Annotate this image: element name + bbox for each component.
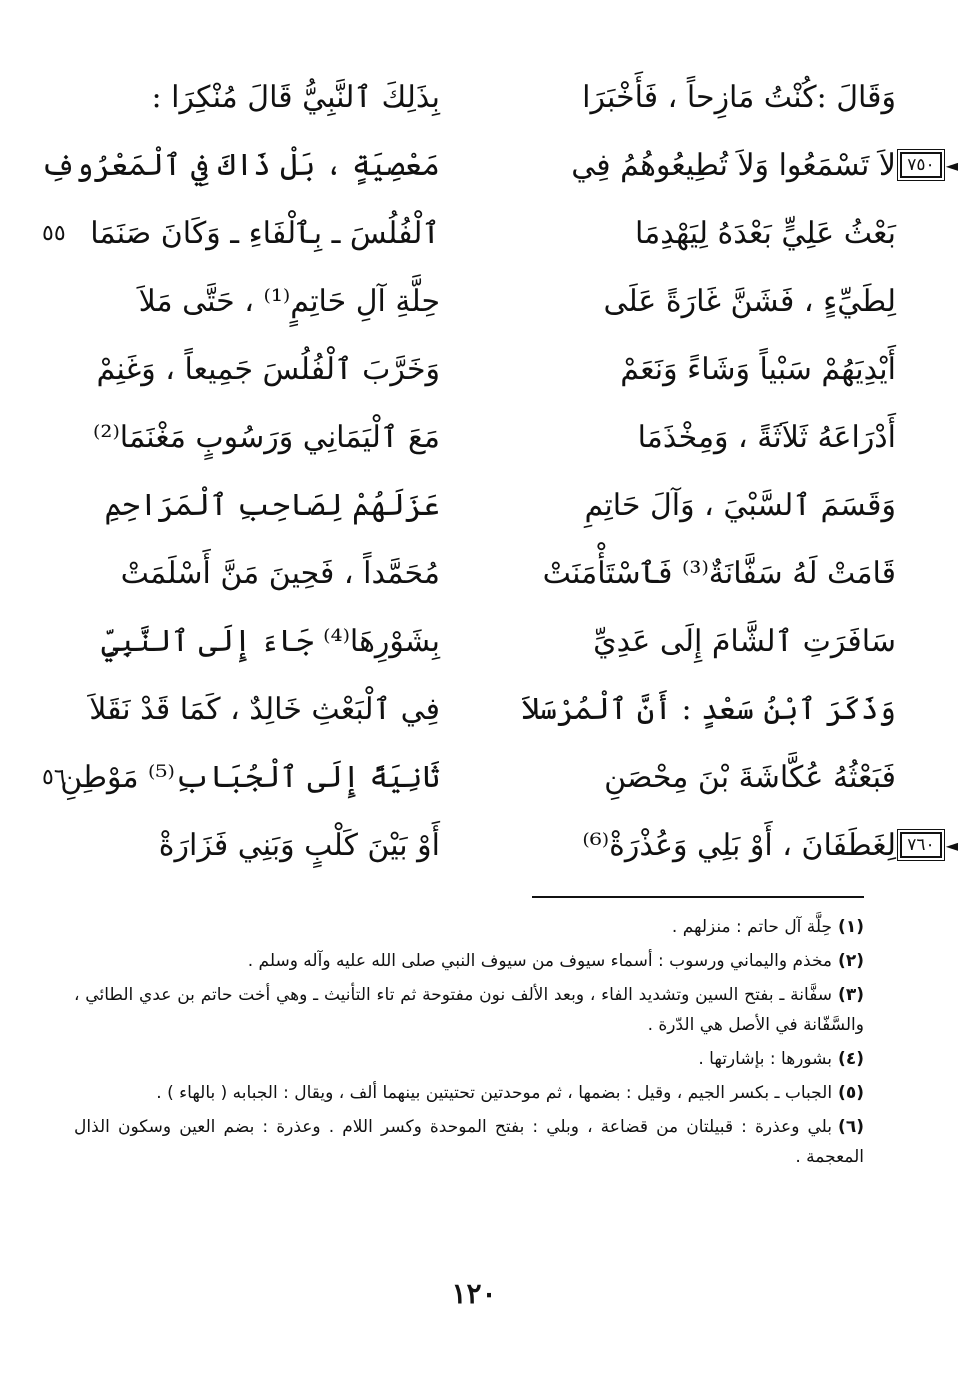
footnote-text: حِلَّة آل حاتم : منزلهم .	[671, 917, 833, 937]
verse-number: ٧٥٠	[900, 152, 941, 178]
verse-first-hemistich: سَافَرَتِ ٱلشَّامَ إِلَى عَدِيِّ	[593, 624, 896, 659]
verse-second-hemistich: ٱلْفُلُسَ ـ بِٱلْفَاءِ ـ وَكَانَ صَنَمَا	[90, 216, 440, 251]
verse-number-marker	[900, 832, 958, 858]
footnote	[74, 912, 864, 942]
verse-second-hemistich: حِلَّةِ آلِ حَاتِمٍ⁽¹⁾ ، حَتَّى مَلاَ	[138, 284, 440, 319]
line-number: ٥٥	[42, 221, 66, 246]
verse-first-hemistich: لاَ تَسْمَعُوا وَلاَ تُطِيعُوهُمُ فِي	[571, 148, 896, 183]
arrow-icon: ◄	[945, 835, 958, 855]
footnote-number: (٦)	[838, 1117, 864, 1137]
footnote-text: مخذم واليماني ورسوب : أسماء سيوف من سيوف النبي صلى الله عليه وآله وسلم .	[247, 951, 833, 971]
verse-line	[40, 404, 920, 472]
verse-line	[40, 812, 958, 880]
verse-second-hemistich: عَزَلَهُمْ لِصَاحِبِ ٱلْمَرَاحِمِ	[104, 488, 440, 523]
verse-line	[40, 64, 920, 132]
verse-second-hemistich: ثَانِيَةً إِلَى ٱلْجُبَابِ⁽⁵⁾ مَوْطِنِ	[60, 760, 440, 795]
verse-first-hemistich: وَقَالَ :كُنْتُ مَازِحاً ، فَأَخْبَرَا	[582, 80, 896, 115]
footnote-number: (٣)	[838, 985, 864, 1005]
verse-line	[40, 472, 920, 540]
verse-first-hemistich: بَعْثُ عَلِيٍّ بَعْدَهُ لِيَهْدِمَا	[635, 216, 896, 251]
arrow-icon: ◄	[945, 155, 958, 175]
verse-first-hemistich: وَذَكَرَ ٱبْنُ سَعْدٍ : أَنَّ ٱلْمُرْسَلاَ	[521, 692, 896, 727]
footnote	[74, 1112, 864, 1172]
footnotes	[74, 912, 864, 1176]
verse-first-hemistich: لِغَطَفَانَ ، أَوْ بَلِي وَعُذْرَةْ⁽⁶⁾	[582, 828, 896, 863]
verse-second-hemistich: مَعْصِيَةٍ ، بَلْ ذَاكَ فِي ٱلْمَعْرُوفِ	[40, 148, 440, 183]
verse-line	[40, 540, 920, 608]
verse-first-hemistich: أَدْرَاعَهُ ثَلاَثَةً ، وَمِخْذَمَا	[637, 420, 896, 455]
verse-first-hemistich: قَامَتْ لَهُ سَفَّانَةٌ⁽³⁾ فَٱسْتَأْمَنَتْ	[542, 556, 896, 591]
footnote-text: بلي وعذرة : قبيلتان من قضاعة ، وبلي : بفتح الموحدة وكسر اللام . وعذرة : بضم العين وسكون الذال المعجمة .	[74, 1117, 864, 1167]
verse-first-hemistich: أَيْدِيَهُمْ سَبْياً وَشَاءً وَنَعَمْ	[620, 352, 896, 387]
footnote-number: (١)	[838, 917, 864, 937]
footnote-text: سفَّانة ـ بفتح السين وتشديد الفاء ، وبعد الألف نون مفتوحة ثم تاء التأنيث ـ وهي أخت حاتم بن عدي الطائي ، والسَّفّانة في الأصل هي الدّرة .	[74, 985, 864, 1035]
footnote	[74, 980, 864, 1040]
verse-second-hemistich: مُحَمَّداً ، فَحِينَ مَنَّ أَسْلَمَتْ	[120, 556, 440, 591]
verse-second-hemistich: بِذَلِكَ ٱلنَّبِيُّ قَالَ مُنْكِرَا :	[151, 80, 440, 115]
verse-number: ٧٦٠	[900, 832, 941, 858]
footnote-number: (٤)	[838, 1049, 864, 1069]
page-number: ١٢٠	[451, 1277, 497, 1310]
verse-second-hemistich: فِي ٱلْبَعْثِ خَالِدٌ ، كَمَا قَدْ نَقَلاَ	[89, 692, 440, 727]
verse-second-hemistich: مَعَ ٱلْيَمَانِي وَرَسُوبٍ مَغْنَمَا⁽²⁾	[93, 420, 440, 455]
verse-line	[40, 336, 920, 404]
verse-line	[40, 676, 920, 744]
verse-line	[40, 132, 958, 200]
verse-second-hemistich: أَوْ بَيْنَ كَلْبٍ وَبَنِي فَزَارَةْ	[158, 828, 440, 863]
verse-first-hemistich: فَبَعْثُهُ عُكَّاشَةَ بْنَ مِحْصَنِ	[604, 760, 896, 795]
footnote-text: الجباب ـ بكسر الجيم ، وقيل : بضمها ، ثم موحدتين تحتيتين بينهما ألف ، ويقال : الجبابه ( بالهاء ) .	[156, 1083, 833, 1103]
footnote-divider	[532, 896, 864, 898]
line-number: ٥٦	[42, 765, 66, 790]
verse-line	[40, 268, 920, 336]
footnote	[74, 946, 864, 976]
verse-line	[40, 744, 920, 812]
verse-second-hemistich: بِشَوْرِهَا⁽⁴⁾ جَاءَ إِلَى ٱلنَّبِيِّ	[101, 624, 440, 659]
verse-line	[40, 608, 920, 676]
footnote-number: (٥)	[838, 1083, 864, 1103]
footnote	[74, 1078, 864, 1108]
verse-number-marker	[900, 152, 958, 178]
verse-first-hemistich: وَقَسَمَ ٱلسَّبْيَ ، وَآلَ حَاتِمِ	[584, 488, 896, 523]
verse-line	[40, 200, 920, 268]
footnote-number: (٢)	[838, 951, 864, 971]
verse-first-hemistich: لِطَيِّءٍ ، فَشَنَّ غَارَةً عَلَى	[603, 284, 896, 319]
verse-second-hemistich: وَخَرَّبَ ٱلْفُلُسَ جَمِيعاً ، وَغَنِمْ	[96, 352, 440, 387]
footnote-text: بشورها : بإشارتها .	[698, 1049, 833, 1069]
footnote	[74, 1044, 864, 1074]
